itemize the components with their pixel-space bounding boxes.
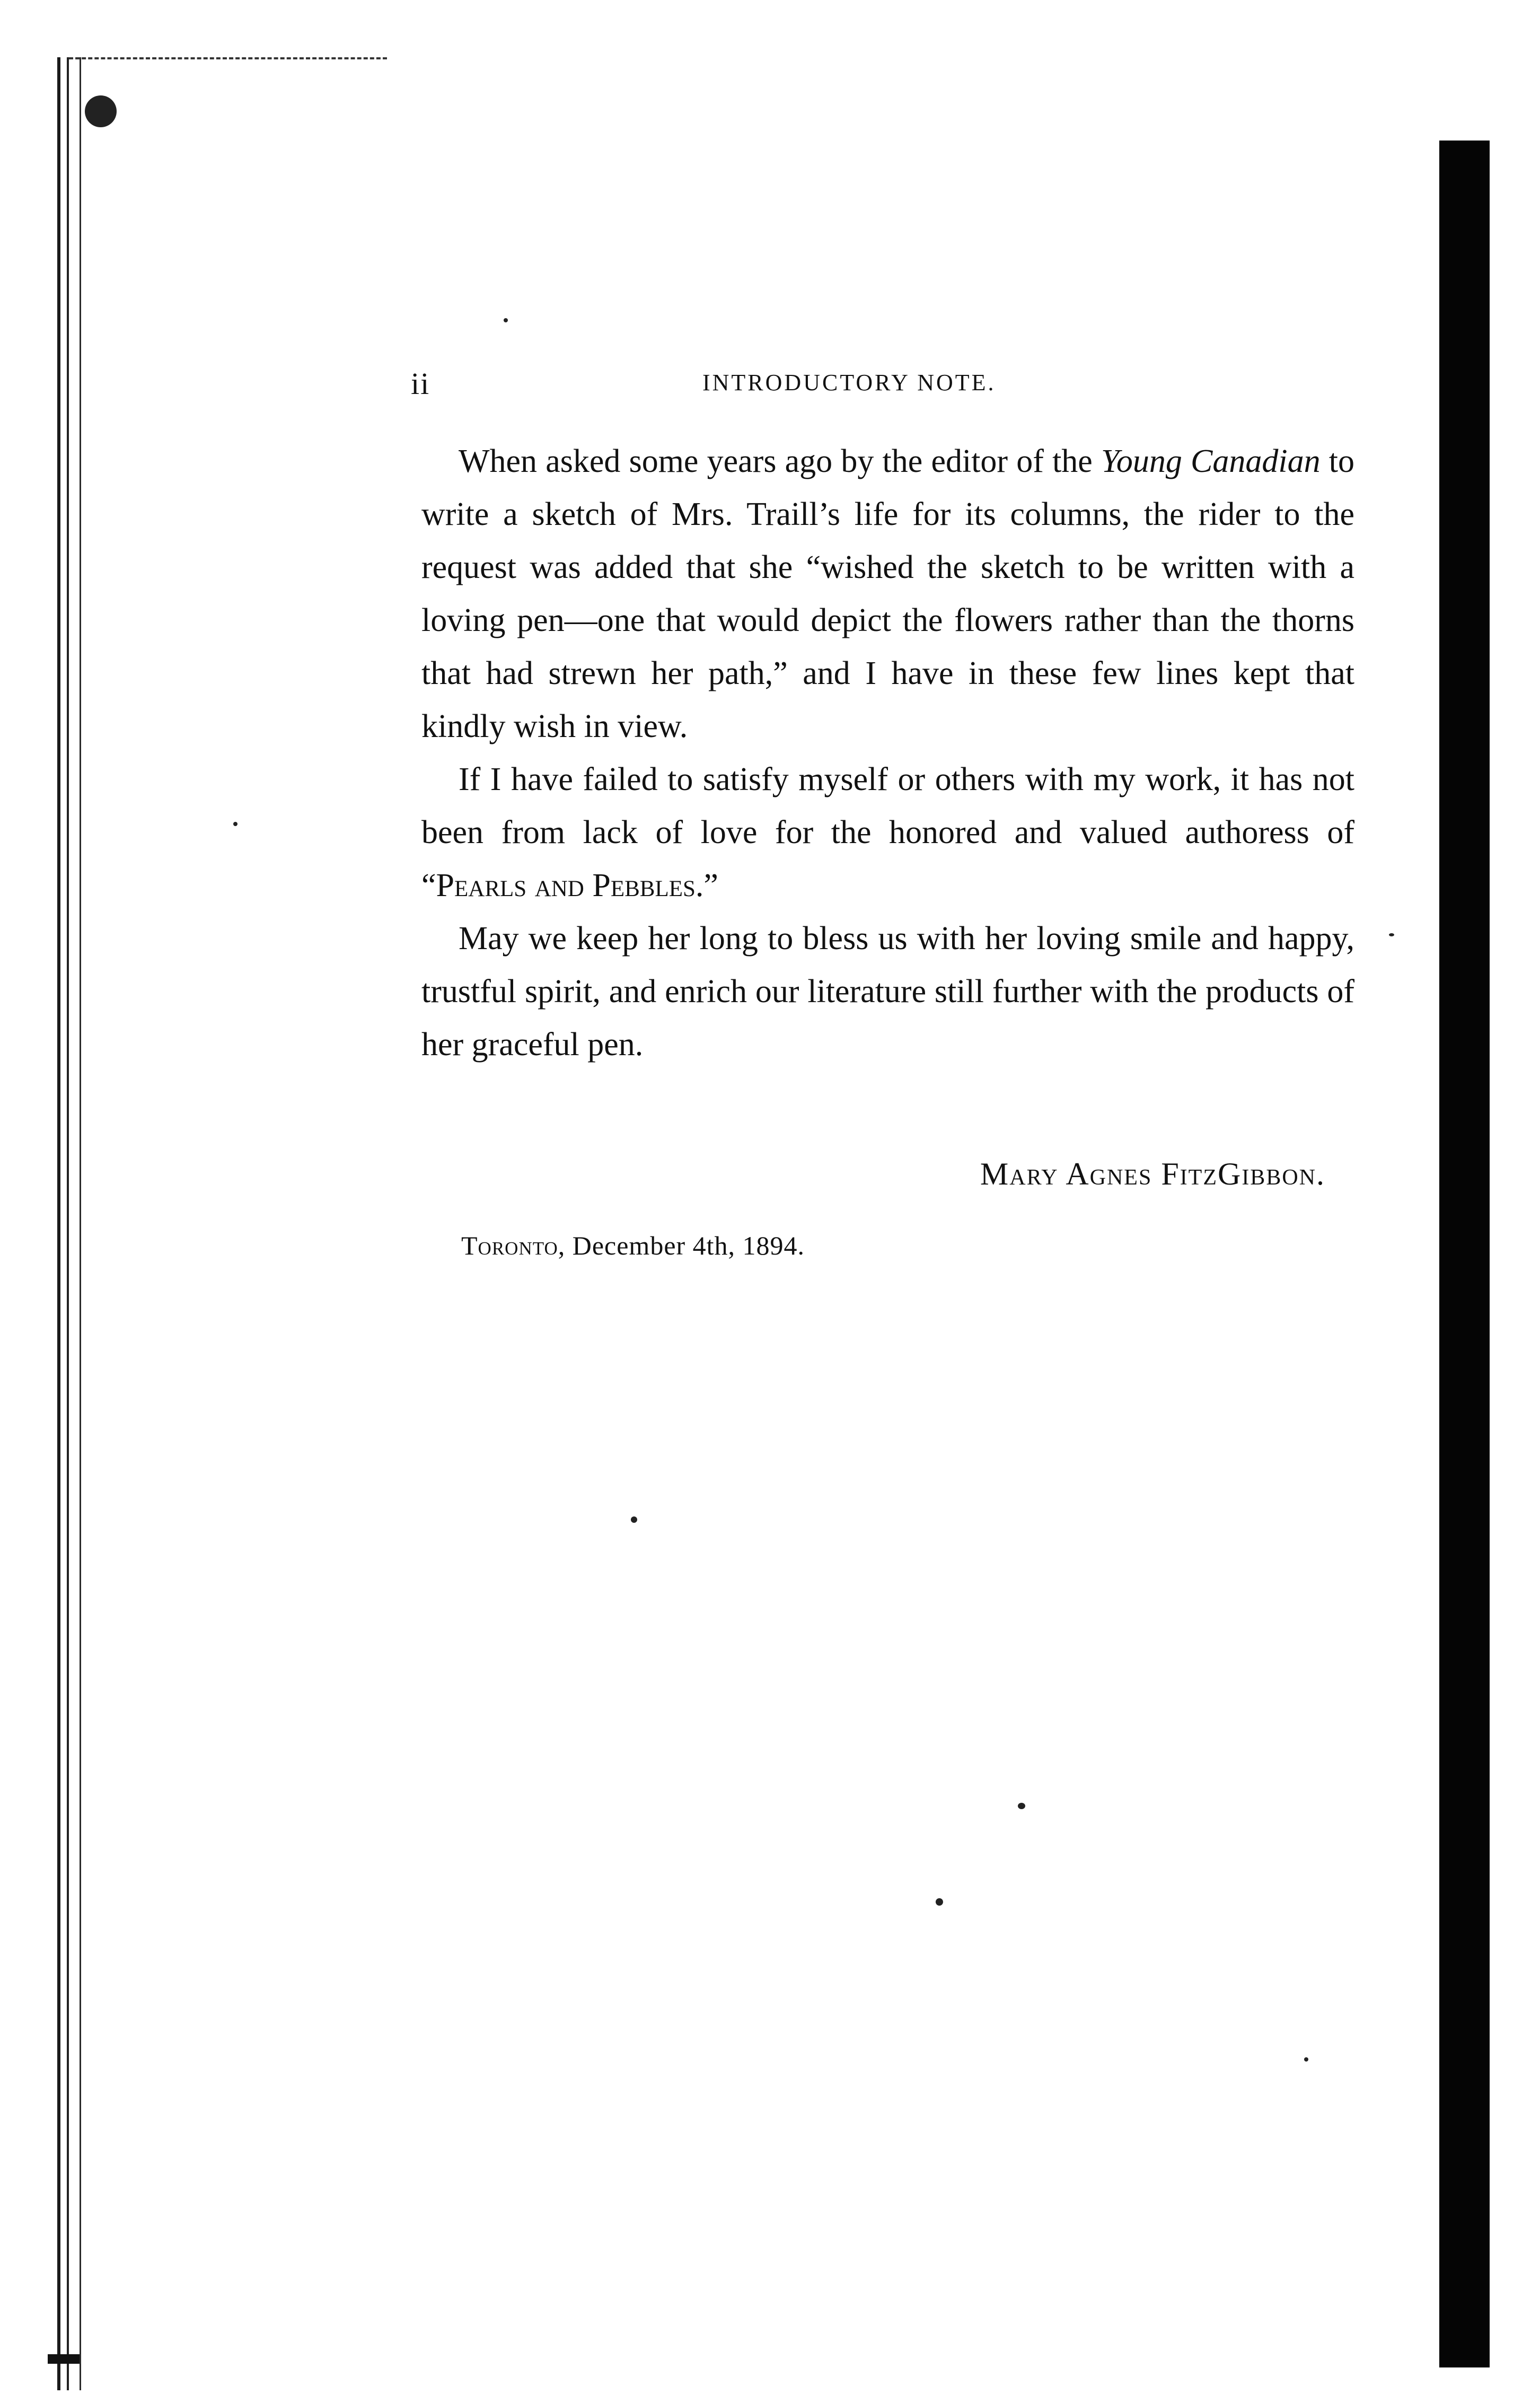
- paragraph-2-text-end: .”: [695, 867, 718, 904]
- running-head: [411, 366, 1121, 401]
- author-signature: Mary Agnes FitzGibbon.: [980, 1156, 1325, 1191]
- dateline-date: , December 4th, 1894.: [558, 1231, 805, 1260]
- scan-speck: [1304, 2057, 1308, 2062]
- page-number: ii: [411, 366, 430, 401]
- body-text: [421, 435, 1354, 1071]
- scan-speck: [1389, 933, 1394, 936]
- binding-rule: [67, 57, 69, 2390]
- scan-edge-shadow: [1439, 141, 1490, 2367]
- running-head-title: INTRODUCTORY NOTE.: [702, 370, 996, 396]
- periodical-title: Young Canadian: [1101, 443, 1321, 479]
- book-title: Pearls and Pebbles: [436, 867, 696, 904]
- scan-speck: [85, 95, 117, 127]
- paragraph-1-text-continued: to write a sketch of Mrs. Traill’s life for its columns, the rider to the request was added that she “wished the sketch to be written with a loving pen—one that would depict the flowers rather than the thorns that had strewn her path,” and I have in these few lines kept that kindly wish in view.: [421, 443, 1355, 744]
- top-dashed-rule: [69, 57, 387, 59]
- paragraph-3: May we keep her long to bless us with her loving smile and happy, trustful spirit, and enrich our literature still further with the products of her graceful pen.: [421, 920, 1354, 1063]
- paragraph-1: [421, 435, 1354, 753]
- paragraph-2-text: If I have failed to satisfy myself or others with my work, it has not been from lack of love for the honored and valued authoress of “: [421, 761, 1354, 904]
- scan-speck: [1018, 1803, 1025, 1809]
- scan-speck: [233, 822, 237, 826]
- scan-speck: [504, 318, 508, 322]
- dateline-place: Toronto: [461, 1231, 558, 1260]
- scan-mark: [48, 2354, 80, 2364]
- scan-speck: [631, 1516, 637, 1523]
- binding-edge: [57, 57, 81, 2390]
- dateline: [461, 1230, 1097, 1261]
- paragraph-1-text: When asked some years ago by the editor of the: [459, 443, 1093, 479]
- scan-speck: [936, 1898, 943, 1906]
- paragraph-2: [421, 753, 1354, 912]
